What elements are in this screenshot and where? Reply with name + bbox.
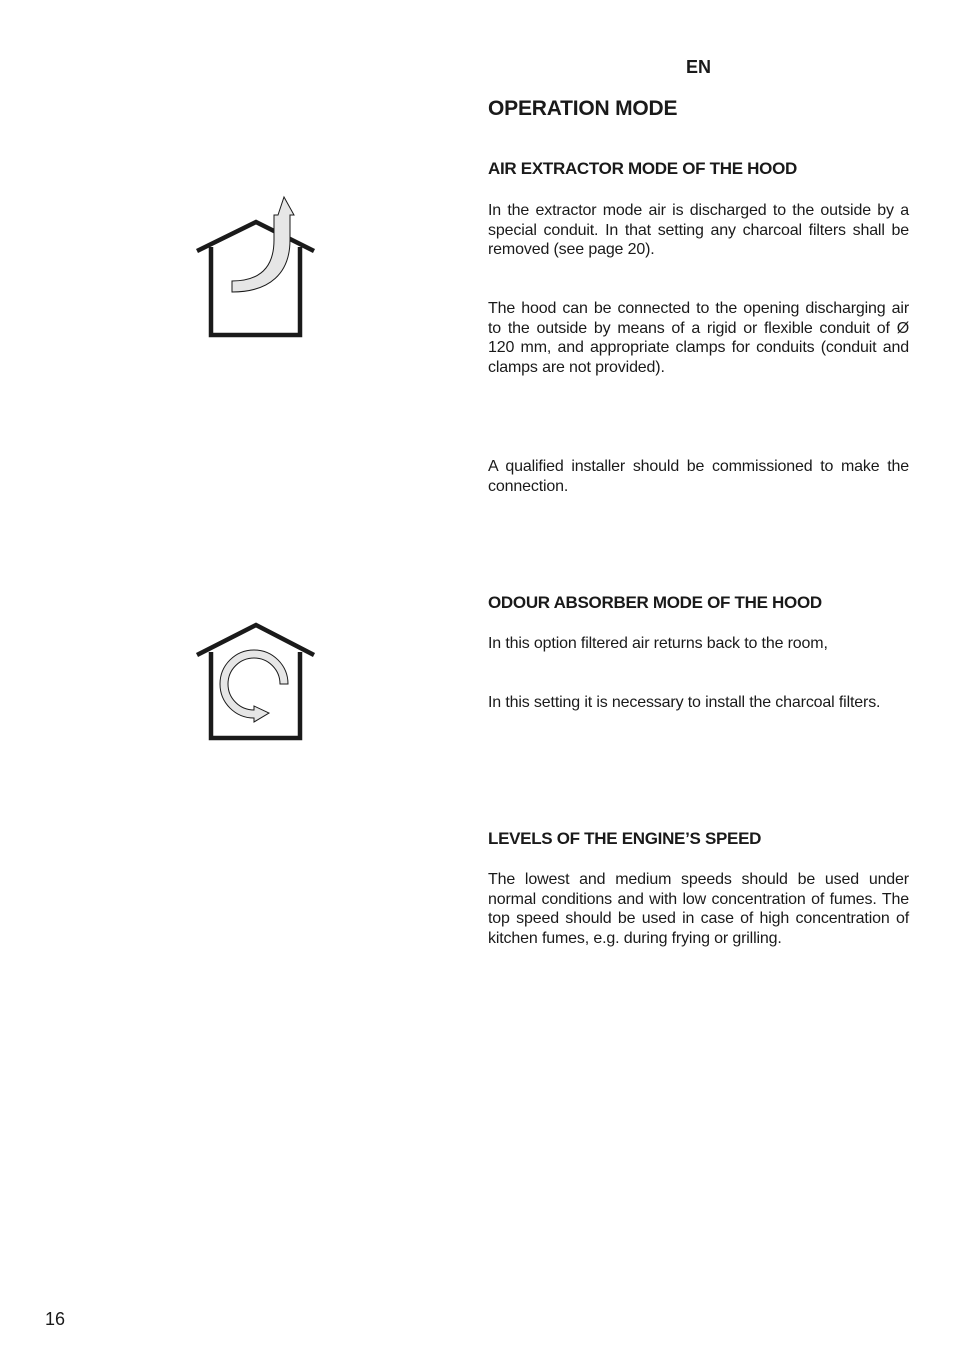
house-air-recirculation-icon (192, 618, 320, 743)
speed-paragraph-1: The lowest and medium speeds should be used under normal conditions and with low concentration of fumes. The top speed should be used in case of high concentration of kitchen fumes, e.g. during frying or grilling. (488, 871, 909, 948)
extractor-paragraph-3: A qualified installer should be commissioned to make the connection. (488, 458, 909, 495)
absorber-heading: ODOUR ABSORBER MODE OF THE HOOD (488, 593, 822, 612)
page-title: OPERATION MODE (488, 97, 678, 120)
extractor-heading: AIR EXTRACTOR MODE OF THE HOOD (488, 159, 797, 178)
house-air-extraction-icon (192, 195, 320, 340)
absorber-paragraph-1: In this option filtered air returns back to the room, (488, 635, 828, 652)
absorber-paragraph-2: In this setting it is necessary to install the charcoal filters. (488, 694, 881, 711)
language-label: EN (686, 57, 712, 77)
extractor-paragraph-2: The hood can be connected to the opening discharging air to the outside by means of a rigid or flexible conduit of Ø 120 mm, and appropriate clamps for conduits (conduit and clamps are not provided). (488, 300, 909, 377)
speed-heading: LEVELS OF THE ENGINE’S SPEED (488, 829, 762, 848)
extractor-paragraph-1: In the extractor mode air is discharged to the outside by a special conduit. In that setting any charcoal filters shall be removed (see page 20). (488, 202, 909, 259)
page-number: 16 (45, 1309, 66, 1329)
